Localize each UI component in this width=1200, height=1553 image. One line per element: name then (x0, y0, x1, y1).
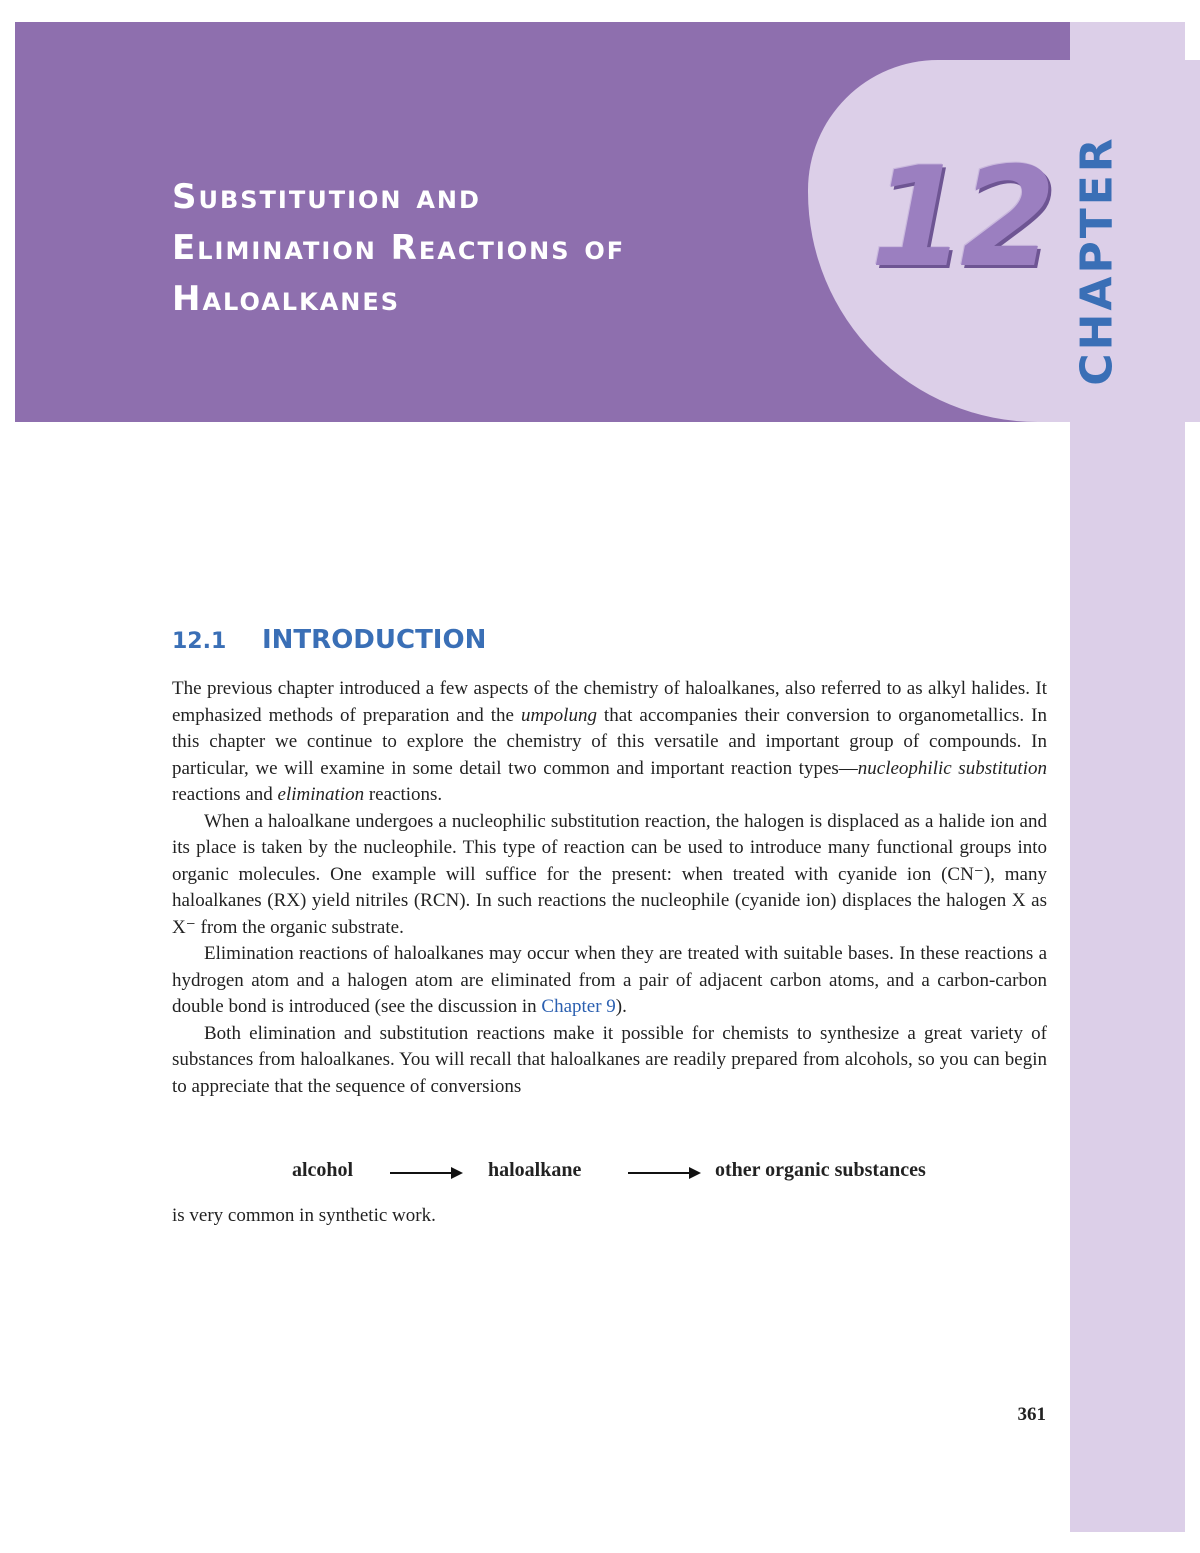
section-heading (172, 620, 486, 662)
scheme-other-substances: other organic substances (715, 1159, 926, 1181)
scheme-haloalkane: haloalkane (488, 1159, 582, 1181)
elimination-term: elimination (277, 784, 365, 805)
paragraph-3 (172, 941, 1047, 1021)
reaction-scheme (172, 1157, 1047, 1187)
scheme-arrow-2 (628, 1172, 698, 1174)
scheme-alcohol: alcohol (292, 1159, 354, 1181)
chapter-number: 12 (870, 137, 1051, 298)
chapter-vertical-label (1070, 134, 1124, 386)
chapter-title-line-2: Elimination Reactions of (172, 228, 626, 268)
paragraph-3-text-a: Elimination reactions of haloalkanes may occur when they are treated with suitable bases. In these reactions a hydrogen atom and a halogen atom are eliminated from a pair of adjacent carbon atoms, and a carbon-carbon double bond is introduced (see the discussion in (172, 943, 1047, 1017)
chapter-label-text: CHAPTER (1071, 134, 1123, 386)
paragraph-1-text-g: reactions. (364, 784, 443, 805)
section-title: INTRODUCTION (262, 625, 487, 655)
after-scheme-text: is very common in synthetic work. (172, 1205, 436, 1226)
paragraph-3-text-b: ). (615, 996, 627, 1017)
paragraph-4: Both elimination and substitution reactions make it possible for chemists to synthesize a great variety of substances from haloalkanes. You will recall that haloalkanes are readily prepared from alcohols, so you can begin to appreciate that the sequence of conversions (172, 1022, 1047, 1097)
paragraph-1-text-c: that accompanies their conversion to organometallics. In this chapter we continue to explore the chemistry of this versatile and important group of compounds. In particular, we will examine in some detail two common and important reaction types— (172, 704, 1047, 779)
paragraph-1-text-e: reactions and (172, 784, 278, 805)
paragraph-1-text-a: The previous chapter introduced a few aspects of the chemistry of haloalkanes, also referred to as alkyl halides. It emphasized methods of preparation and the (172, 678, 1047, 726)
paragraph-2: When a haloalkane undergoes a nucleophilic substitution reaction, the halogen is displaced as a halide ion and its place is taken by the nucleophile. This type of reaction can be used to introduce many functional groups into organic molecules. One example will suffice for the present: when treated with cyanide ion (CN⁻), many haloalkanes (RX) yield nitriles (RCN). In such reactions the nucleophile (cyanide ion) displaces the halogen X as X⁻ from the organic substrate. (172, 810, 1047, 938)
body-text (172, 676, 1047, 1100)
section-number: 12.1 (172, 629, 227, 654)
nucleophilic-substitution-term: nucleophilic substitution (857, 757, 1047, 779)
chapter-title-line-1: Substitution and (172, 177, 481, 217)
chapter-title-line-3: Haloalkanes (172, 279, 401, 319)
chapter-9-link[interactable]: Chapter 9 (541, 996, 616, 1017)
chapter-title (172, 172, 812, 325)
scheme-arrow-1 (390, 1172, 460, 1174)
page-number: 361 (1017, 1404, 1046, 1425)
umpolung-term: umpolung (520, 704, 597, 726)
paragraph-1 (172, 676, 1047, 809)
